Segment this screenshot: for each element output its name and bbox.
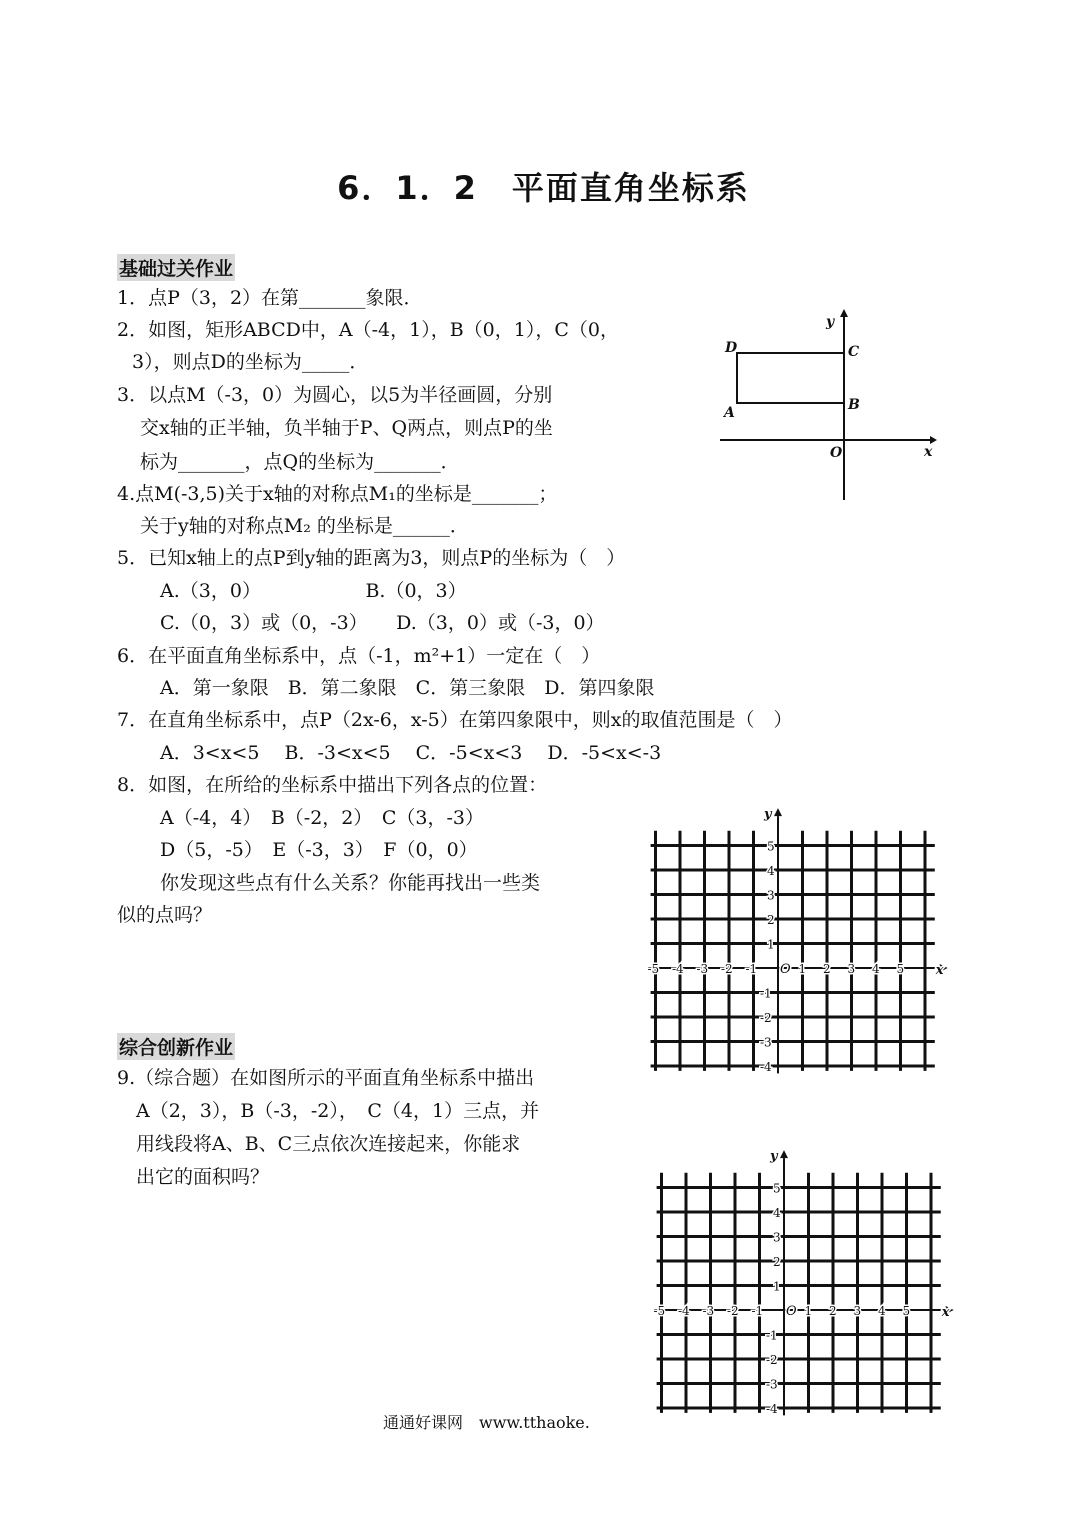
question-8-points-2: D（5，-5） E（-3，3） F（0，0） [160,839,478,861]
y-axis-label: y [770,1149,778,1165]
x-tick-label: -5 [647,962,660,976]
y-tick-label: 2 [767,913,775,927]
question-1: 1．点P（3，2）在第_______象限． [117,287,423,309]
question-4-line-2: 关于y轴的对称点M₂ 的坐标是______． [140,515,469,537]
origin-label: O [780,962,791,977]
label-o: O [830,445,843,461]
x-tick-label: -4 [678,1304,690,1318]
y-arrow-icon [780,1150,788,1158]
y-tick-label: -1 [760,986,772,1001]
x-tick-label: 1 [804,1304,813,1318]
x-tick-label: -2 [721,962,733,976]
rectangle-figure [715,305,955,505]
question-8-points-1: A（-4，4） B（-2，2） C（3，-3） [160,807,485,829]
x-tick-label: -1 [745,962,758,976]
y-tick-label: -4 [766,1402,778,1416]
origin-label: O [786,1304,797,1319]
y-tick-label: 3 [773,1230,781,1245]
question-3-line-3: 标为_______，点Q的坐标为_______． [140,451,460,473]
question-9-line-4: 出它的面积吗？ [136,1166,270,1188]
y-tick-label: 5 [767,839,775,854]
page-title: 6．1．2 平面直角坐标系 [337,169,750,207]
x-tick-label: 5 [902,1304,911,1318]
y-tick-label: 1 [773,1279,781,1294]
question-5-options-cd: C.（0，3）或（0，-3） D.（3，0）或（-3，0） [160,612,605,634]
x-tick-label: 1 [798,962,807,976]
y-tick-label: 3 [767,888,775,903]
x-tick-label: -3 [702,1304,715,1318]
question-4-line-1: 4.点M(-3,5)关于x轴的对称点M₁的坐标是_______； [117,483,558,505]
label-y: y [826,314,835,330]
coordinate-grid-q8 [647,807,950,1074]
y-axis-label: y [764,807,772,823]
x-tick-label: 4 [878,1304,886,1318]
label-a: A [724,405,735,421]
question-7-options: A．3<x<5 B．-3<x<5 C．-5<x<3 D．-5<x<-3 [160,742,662,764]
label-c: C [848,344,860,360]
y-tick-label: 2 [773,1255,781,1269]
x-tick-label: 3 [853,1304,862,1318]
y-arrow-icon [774,808,782,816]
question-3-line-1: 3．以点M（-3，0）为圆心，以5为半径画圆，分别 [117,384,553,406]
section-advanced: 综合创新作业 [117,1033,235,1060]
y-arrow-icon [840,309,848,317]
question-3-line-2: 交x轴的正半轴，负半轴于P、Q两点，则点P的坐 [140,417,553,439]
x-axis-label: x [935,963,944,978]
x-axis-label: x [941,1305,950,1320]
question-9-line-1: 9.（综合题）在如图所示的平面直角坐标系中描出 [117,1067,535,1089]
question-9-line-3: 用线段将A、B、C三点依次连接起来，你能求 [136,1133,521,1155]
question-8-line-4: 似的点吗？ [117,904,213,926]
x-tick-label: 2 [823,962,831,976]
question-7: 7．在直角坐标系中，点P（2x-6，x-5）在第四象限中，则x的取值范围是（ ） [117,709,793,731]
x-tick-label: 4 [872,962,880,976]
y-tick-label: -1 [766,1328,778,1343]
y-tick-label: -2 [760,1011,772,1025]
y-tick-label: -3 [760,1035,772,1050]
question-2-line-1: 2．如图，矩形ABCD中，A（-4，1），B（0，1），C（0， [117,319,619,341]
x-arrow-icon [930,436,937,444]
question-5: 5．已知x轴上的点P到y轴的距离为3，则点P的坐标为（ ） [117,547,626,569]
question-2-line-2: 3），则点D的坐标为_____． [132,351,369,373]
question-8-line-3: 你发现这些点有什么关系？你能再找出一些类 [160,872,541,894]
rectangle-abcd [737,353,844,403]
label-b: B [848,397,860,413]
y-tick-label: -3 [766,1377,778,1392]
x-tick-label: -4 [672,962,684,976]
question-5-options-ab: A.（3，0） B.（0，3） [160,580,467,602]
x-tick-label: 2 [829,1304,837,1318]
x-tick-label: -1 [751,1304,764,1318]
y-tick-label: -2 [766,1353,778,1367]
question-8: 8．如图，在所给的坐标系中描出下列各点的位置： [117,774,548,796]
y-tick-label: 5 [773,1181,781,1196]
label-d: D [725,340,738,356]
section-basic: 基础过关作业 [117,254,235,281]
x-tick-label: -5 [653,1304,666,1318]
question-9-line-2: A（2，3），B（-3，-2）， C（4，1）三点，并 [136,1100,540,1122]
x-tick-label: 5 [896,962,905,976]
x-tick-label: -3 [696,962,709,976]
footer-text: 通通好课网 www.tthaoke. [383,1413,590,1432]
coordinate-grid-q9 [653,1149,956,1416]
question-6: 6．在平面直角坐标系中，点（-1，m²+1）一定在（ ） [117,645,601,667]
label-x: x [924,444,933,460]
y-tick-label: 4 [767,864,775,878]
y-tick-label: 4 [773,1206,781,1220]
y-tick-label: -4 [760,1060,772,1074]
y-tick-label: 1 [767,937,775,952]
question-6-options: A．第一象限 B．第二象限 C．第三象限 D．第四象限 [160,677,655,699]
x-tick-label: -2 [727,1304,739,1318]
x-tick-label: 3 [847,962,856,976]
